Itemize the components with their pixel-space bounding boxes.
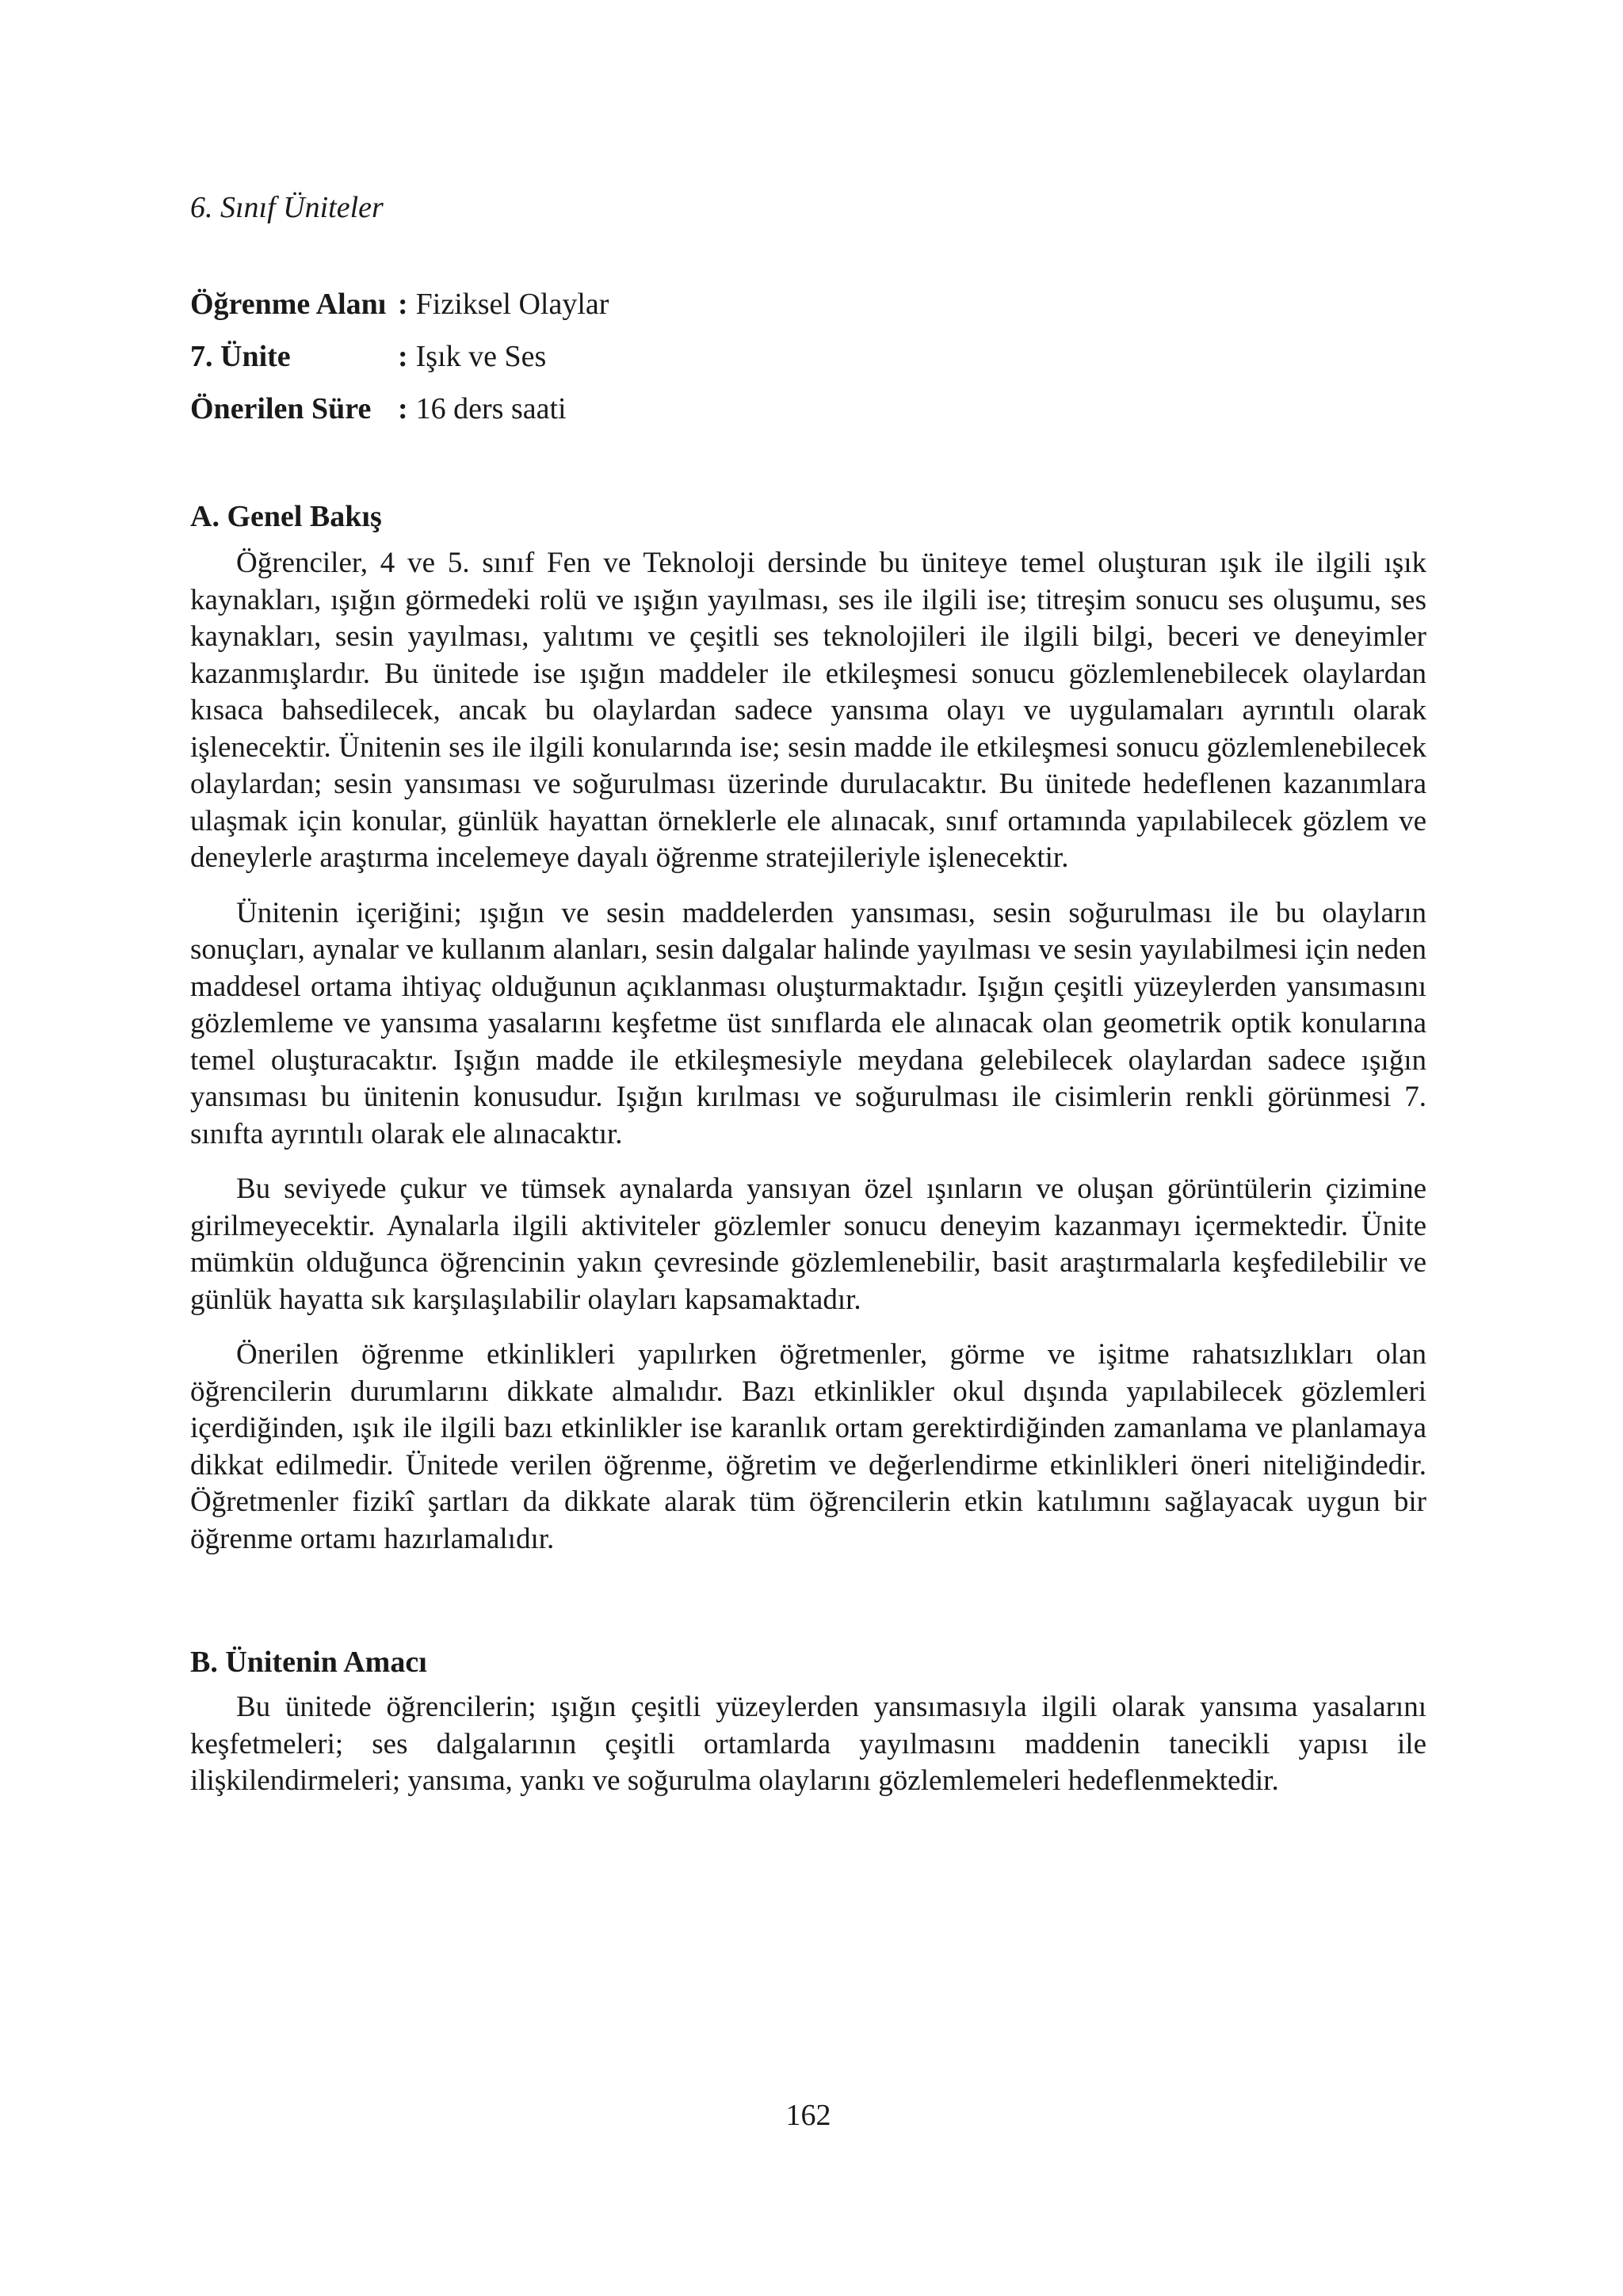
document-page (190, 0, 1426, 2296)
meta-value: Fiziksel Olaylar (415, 288, 609, 321)
meta-label: Öğrenme Alanı (190, 288, 387, 321)
meta-separator: : (398, 392, 408, 425)
section-b-body (190, 1689, 1426, 1800)
section-a-body (190, 545, 1426, 1558)
meta-separator: : (398, 288, 408, 321)
paragraph: Önerilen öğrenme etkinlikleri yapılırken öğretmenler, görme ve işitme rahatsızlıkları olan öğrencilerin durumlarını dikkate almalıdır. Bazı etkinlikler okul dışında yapılabilecek gözlemleri içerdiğinden, ışık ile ilgili bazı etkinlikler ise karanlık ortam gerektirdiğinden zamanlama ve planlamaya dikkat edilmedir. Ünitede verilen öğrenme, öğretim ve değerlendirme etkinlikleri öneri niteliğindedir. Öğretmenler fizikî şartları da dikkate alarak tüm öğrencilerin etkin katılımını sağlayacak uygun bir öğrenme ortamı hazırlamalıdır. (190, 1338, 1426, 1555)
meta-row-duration (190, 390, 609, 442)
meta-row-unit (190, 338, 609, 390)
meta-label: Önerilen Süre (190, 392, 372, 425)
meta-separator: : (398, 340, 408, 373)
section-a-heading: A. Genel Bakış (190, 500, 382, 533)
meta-label: 7. Ünite (190, 340, 291, 373)
meta-value: Işık ve Ses (415, 340, 547, 373)
meta-row-learning-area (190, 285, 609, 338)
page-number: 162 (785, 2099, 831, 2132)
meta-value: 16 ders saati (415, 392, 567, 425)
unit-meta (190, 285, 609, 442)
paragraph: Bu ünitede öğrencilerin; ışığın çeşitli yüzeylerden yansımasıyla ilgili olarak yansıma yasalarını keşfetmeleri; ses dalgalarının çeşitli ortamlarda yayılmasını maddenin tanecikli yapısı ile ilişkilendirmeleri; yansıma, yankı ve soğurulma olaylarını gözlemlemeleri hedeflenmektedir. (190, 1691, 1426, 1797)
paragraph: Bu seviyede çukur ve tümsek aynalarda yansıyan özel ışınların ve oluşan görüntülerin çizimine girilmeyecektir. Aynalarla ilgili aktiviteler gözlemler sonucu deneyim kazanmayı içermektedir. Ünite mümkün olduğunca öğrencinin yakın çevresinde gözlemlenebilir, basit araştırmalarla keşfedilebilir ve günlük hayatta sık karşılaşılabilir olayları kapsamaktadır. (190, 1173, 1426, 1316)
paragraph: Öğrenciler, 4 ve 5. sınıf Fen ve Teknoloji dersinde bu üniteye temel oluşturan ışık ile ilgili ışık kaynakları, ışığın görmedeki rolü ve ışığın yayılması, ses ile ilgili ise; titreşim sonucu ses oluşumu, ses kaynakları, sesin yayılması, yalıtımı ve çeşitli ses teknolojileri ile ilgili bilgi, beceri ve deneyimler kazanmışlardır. Bu ünitede ise ışığın maddeler ile etkileşmesi sonucu gözlemlenebilecek olaylardan kısaca bahsedilecek, ancak bu olaylardan sadece yansıma olayı ve uygulamaları ayrıntılı olarak işlenecektir. Ünitenin ses ile ilgili konularında ise; sesin madde ile etkileşmesi sonucu gözlemlenebilecek olaylardan; sesin yansıması ve soğurulması üzerinde durulacaktır. Bu ünitede hedeflenen kazanımlara ulaşmak için konular, günlük hayattan örneklerle ele alınacak, sınıf ortamında yapılabilecek gözlem ve deneylerle araştırma incelemeye dayalı öğrenme stratejileriyle işlenecektir. (190, 547, 1426, 874)
paragraph: Ünitenin içeriğini; ışığın ve sesin maddelerden yansıması, sesin soğurulması ile bu olayların sonuçları, aynalar ve kullanım alanları, sesin dalgalar halinde yayılması ve sesin yayılabilmesi için neden maddesel ortama ihtiyaç olduğunun açıklanması oluşturmaktadır. Işığın çeşitli yüzeylerden yansımasını gözlemleme ve yansıma yasalarını keşfetme üst sınıflarda ele alınacak olan geometrik optik konularına temel oluşturacaktır. Işığın madde ile etkileşmesiyle meydana gelebilecek olaylardan sadece ışığın yansıması bu ünitenin konusudur. Işığın kırılması ve soğurulması ile cisimlerin renkli görünmesi 7. sınıfta ayrıntılı olarak ele alınacaktır. (190, 896, 1426, 1150)
page-header: 6. Sınıf Üniteler (190, 191, 384, 224)
section-b-heading: B. Ünitenin Amacı (190, 1646, 427, 1679)
